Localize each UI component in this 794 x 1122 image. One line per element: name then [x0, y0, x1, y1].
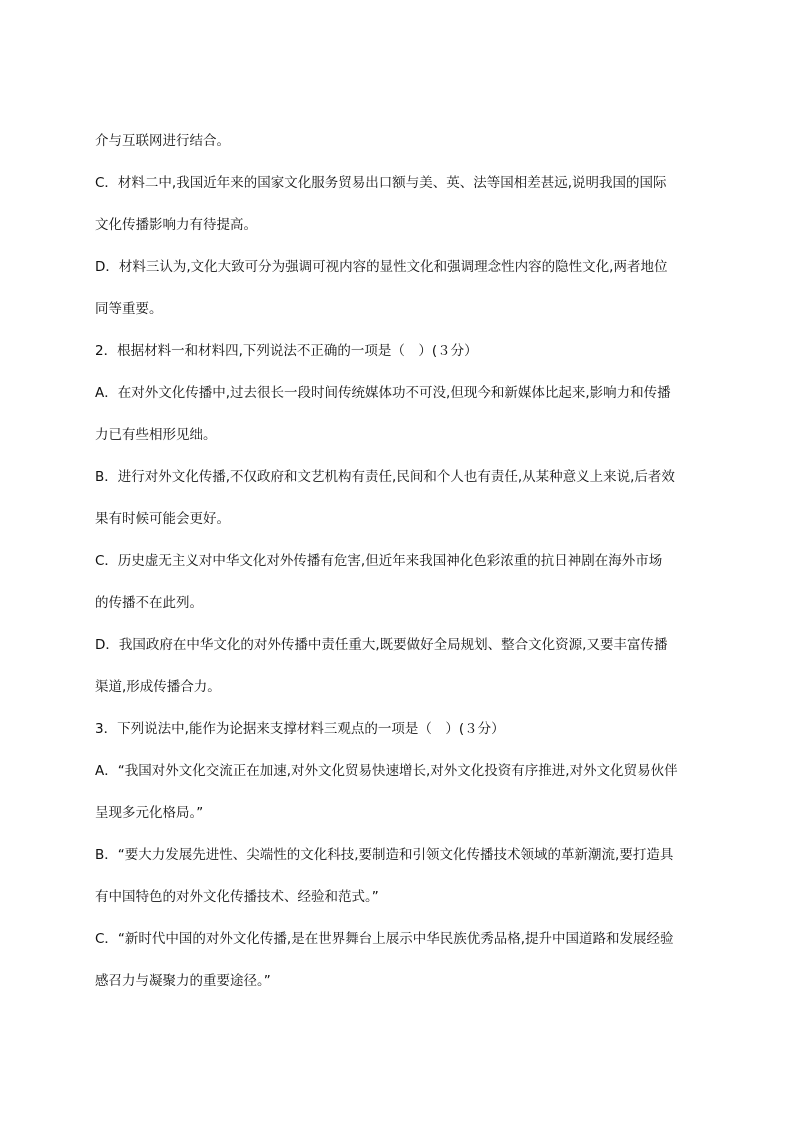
q3-option-c-line-2: 感召力与凝聚力的重要途径。” — [95, 973, 271, 989]
q3-option-a-line-1: A．“我国对外文化交流正在加速,对外文化贸易快速增长,对外文化投资有序推进,对外文化贸易伙伴 — [95, 763, 678, 779]
q3-option-b-line-1: B．“要大力发展先进性、尖端性的文化科技,要制造和引领文化传播技术领域的革新潮流,要打造具 — [95, 847, 674, 863]
q2-option-a-line-2: 力已有些相形见绌。 — [95, 427, 217, 443]
text-line-continuation: 介与互联网进行结合。 — [95, 133, 230, 149]
question-2-stem: 2．根据材料一和材料四,下列说法不正确的一项是（ ）(３分） — [95, 343, 478, 359]
option-d-line-2: 同等重要。 — [95, 301, 163, 317]
q2-option-c-line-2: 的传播不在此列。 — [95, 595, 203, 611]
q2-option-d-line-1: D．我国政府在中华文化的对外传播中责任重大,既要做好全局规划、整合文化资源,又要丰富传播 — [95, 637, 668, 653]
q2-option-b-line-2: 果有时候可能会更好。 — [95, 511, 230, 527]
q3-option-c-line-1: C．“新时代中国的对外文化传播,是在世界舞台上展示中华民族优秀品格,提升中国道路和发展经验 — [95, 931, 674, 947]
q2-option-d-line-2: 渠道,形成传播合力。 — [95, 679, 221, 695]
q2-option-a-line-1: A．在对外文化传播中,过去很长一段时间传统媒体功不可没,但现今和新媒体比起来,影响力和传播 — [95, 385, 671, 401]
q3-option-a-line-2: 呈现多元化格局。” — [95, 805, 204, 821]
q3-option-b-line-2: 有中国特色的对外文化传播技术、经验和范式。” — [95, 889, 379, 905]
option-c-line-2: 文化传播影响力有待提高。 — [95, 217, 257, 233]
option-c-line-1: C．材料二中,我国近年来的国家文化服务贸易出口额与美、英、法等国相差甚远,说明我国的国际 — [95, 175, 667, 191]
question-3-stem: 3．下列说法中,能作为论据来支撑材料三观点的一项是（ ）(３分） — [95, 721, 505, 737]
q2-option-b-line-1: B．进行对外文化传播,不仅政府和文艺机构有责任,民间和个人也有责任,从某种意义上来说,后者效 — [95, 469, 675, 485]
q2-option-c-line-1: C．历史虚无主义对中华文化对外传播有危害,但近年来我国神化色彩浓重的抗日神剧在海外市场 — [95, 553, 663, 569]
option-d-line-1: D．材料三认为,文化大致可分为强调可视内容的显性文化和强调理念性内容的隐性文化,两者地位 — [95, 259, 668, 275]
